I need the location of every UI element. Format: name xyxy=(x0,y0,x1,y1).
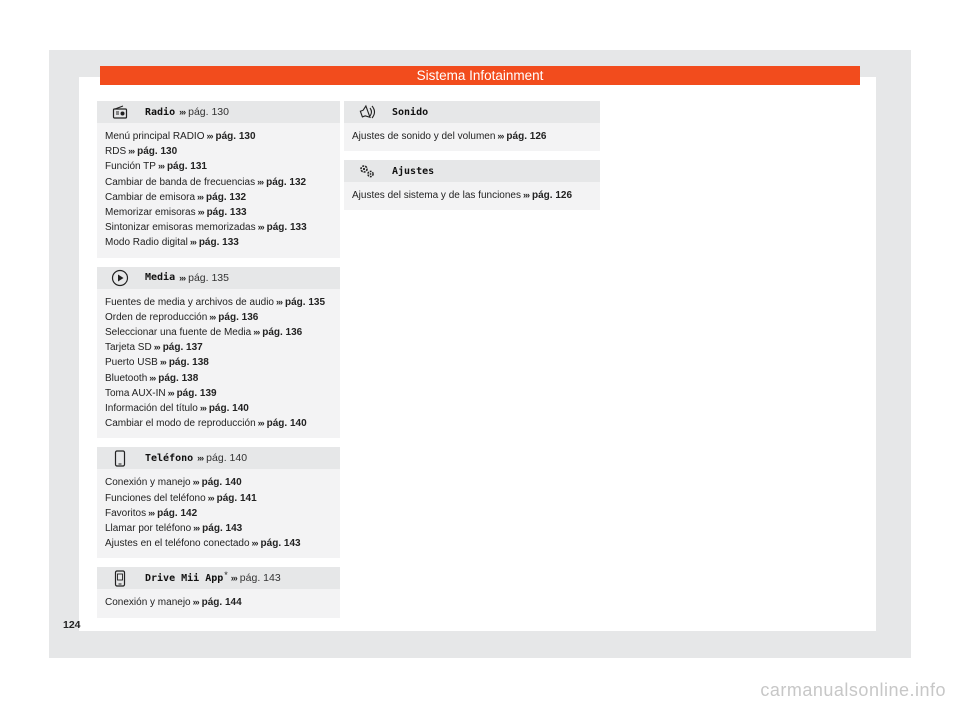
arrows-glyph: ››› xyxy=(128,146,135,157)
section-title: Teléfono xyxy=(145,452,194,464)
page-reference-link[interactable]: pág. 133 xyxy=(266,222,307,234)
page-reference-link[interactable]: pág. 137 xyxy=(162,342,203,354)
page-reference-link[interactable]: pág. 144 xyxy=(201,597,242,609)
page-reference-link[interactable]: pág. 135 xyxy=(188,271,229,284)
left-column xyxy=(97,101,340,627)
section-body xyxy=(344,182,600,210)
page-reference-link[interactable]: pág. 135 xyxy=(285,296,326,308)
list-item xyxy=(105,159,332,174)
arrows-glyph: ››› xyxy=(189,237,196,248)
phone-icon xyxy=(111,449,129,467)
list-item xyxy=(105,475,332,490)
page-reference-link[interactable]: pág. 136 xyxy=(262,327,303,339)
arrows-glyph: ››› xyxy=(230,573,237,584)
entry-label: Conexión y manejo xyxy=(105,477,191,489)
arrows-glyph: ››› xyxy=(157,161,164,172)
arrows-glyph: ››› xyxy=(257,222,264,233)
arrows-glyph: ››› xyxy=(192,477,199,488)
page-reference-link[interactable]: pág. 130 xyxy=(215,131,256,142)
entry-label: Información del título xyxy=(105,403,198,415)
section-header xyxy=(97,267,340,289)
arrows-glyph: ››› xyxy=(179,107,186,117)
list-item xyxy=(352,129,592,144)
section-header xyxy=(344,101,600,123)
list-item xyxy=(105,491,332,506)
list-item xyxy=(105,325,332,340)
page-reference-link[interactable]: pág. 133 xyxy=(198,237,239,249)
arrows-glyph: ››› xyxy=(192,597,199,608)
arrows-glyph: ››› xyxy=(197,207,204,218)
arrows-glyph: ››› xyxy=(207,492,214,503)
list-item xyxy=(105,521,332,536)
section-body xyxy=(97,589,340,617)
page-reference-link[interactable]: pág. 142 xyxy=(157,507,198,519)
arrows-glyph: ››› xyxy=(199,403,206,414)
entry-label: Ajustes del sistema y de las funciones xyxy=(352,190,521,202)
entry-label: Menú principal RADIO xyxy=(105,131,205,142)
arrows-glyph: ››› xyxy=(149,372,156,383)
page-reference-link[interactable]: pág. 126 xyxy=(531,190,573,202)
arrows-glyph: ››› xyxy=(522,190,529,201)
entry-label: Fuentes de media y archivos de audio xyxy=(105,296,274,308)
entry-label: Orden de reproducción xyxy=(105,311,208,323)
arrows-glyph: ››› xyxy=(276,296,282,307)
section-header xyxy=(97,447,340,469)
list-item xyxy=(105,235,332,250)
drive-mii-icon xyxy=(111,569,129,587)
arrows-glyph: ››› xyxy=(257,418,264,429)
page-reference-link[interactable]: pág. 133 xyxy=(206,207,247,219)
entry-label: Ajustes de sonido y del volumen xyxy=(352,131,496,142)
list-item xyxy=(105,340,332,355)
list-item xyxy=(105,220,332,235)
section-title: Sonido xyxy=(392,106,429,118)
section-radio xyxy=(97,101,340,258)
entry-label: Seleccionar una fuente de Media xyxy=(105,327,252,339)
page-reference-link[interactable]: pág. 140 xyxy=(208,403,249,415)
list-item xyxy=(105,416,332,431)
list-item xyxy=(105,536,332,551)
arrows-glyph: ››› xyxy=(251,538,258,549)
entry-label: Cambiar de emisora xyxy=(105,191,196,203)
page-reference-link[interactable]: pág. 132 xyxy=(266,176,307,188)
list-item xyxy=(105,295,332,310)
entry-label: RDS xyxy=(105,146,127,158)
section-tel-fono xyxy=(97,447,340,558)
arrows-glyph: ››› xyxy=(197,191,204,202)
list-item xyxy=(105,190,332,205)
arrows-glyph: ››› xyxy=(153,342,160,353)
section-sonido xyxy=(344,101,600,151)
page-reference-link[interactable]: pág. 132 xyxy=(206,191,247,203)
arrows-glyph: ››› xyxy=(179,272,186,283)
chapter-title: Sistema Infotainment xyxy=(100,66,860,85)
watermark-text: carmanualsonline.info xyxy=(760,680,946,700)
entry-label: Toma AUX-IN xyxy=(105,387,166,399)
settings-gears-icon xyxy=(358,162,376,180)
section-title: Radio xyxy=(145,106,176,118)
section-body xyxy=(97,469,340,558)
entry-label: Funciones del teléfono xyxy=(105,492,206,504)
arrows-glyph: ››› xyxy=(167,387,174,398)
right-column xyxy=(344,101,600,219)
page-reference-link[interactable]: pág. 139 xyxy=(176,387,217,399)
page-reference-link[interactable]: pág. 140 xyxy=(266,418,307,430)
page-reference-link[interactable]: pág. 130 xyxy=(137,146,178,158)
list-item xyxy=(105,371,332,386)
page-reference-link[interactable]: pág. 143 xyxy=(202,523,243,535)
page-reference-link[interactable]: pág. 126 xyxy=(506,131,547,142)
page-reference-link[interactable]: pág. 130 xyxy=(188,106,229,118)
section-title: Ajustes xyxy=(392,165,435,177)
arrows-glyph: ››› xyxy=(197,453,204,464)
footnote-mark: * xyxy=(224,570,228,581)
entry-label: Conexión y manejo xyxy=(105,597,191,609)
list-item xyxy=(105,386,332,401)
entry-label: Favoritos xyxy=(105,507,147,519)
list-item xyxy=(105,129,332,144)
entry-label: Sintonizar emisoras memorizadas xyxy=(105,222,256,234)
arrows-glyph: ››› xyxy=(148,507,155,518)
page-number: 124 xyxy=(63,619,81,631)
arrows-glyph: ››› xyxy=(257,176,264,187)
entry-label: Cambiar el modo de reproducción xyxy=(105,418,256,430)
page-reference-link[interactable]: pág. 131 xyxy=(166,161,207,173)
section-header xyxy=(344,160,600,182)
arrows-glyph: ››› xyxy=(193,523,200,534)
section-title: Media xyxy=(145,272,176,284)
entry-label: Función TP xyxy=(105,161,156,173)
list-item xyxy=(105,355,332,370)
page-reference-link[interactable]: pág. 138 xyxy=(158,372,199,384)
list-item xyxy=(105,144,332,159)
page-reference-link[interactable]: pág. 143 xyxy=(239,572,281,585)
list-item xyxy=(105,401,332,416)
section-body xyxy=(97,123,340,258)
section-body xyxy=(344,123,600,151)
list-item xyxy=(105,205,332,220)
section-media xyxy=(97,267,340,439)
section-ajustes xyxy=(344,160,600,210)
page-reference-link[interactable]: pág. 141 xyxy=(216,492,257,504)
page-reference-link[interactable]: pág. 138 xyxy=(168,357,209,369)
arrows-glyph: ››› xyxy=(497,131,504,141)
arrows-glyph: ››› xyxy=(159,357,166,368)
section-title: Drive Mii App xyxy=(145,572,224,584)
entry-label: Memorizar emisoras xyxy=(105,207,196,219)
list-item xyxy=(105,310,332,325)
entry-label: Bluetooth xyxy=(105,372,148,384)
page-reference-link[interactable]: pág. 136 xyxy=(218,311,259,323)
entry-label: Ajustes en el teléfono conectado xyxy=(105,538,250,550)
arrows-glyph: ››› xyxy=(206,131,213,141)
section-header xyxy=(97,101,340,123)
section-drive-mii-app xyxy=(97,567,340,617)
play-icon xyxy=(111,269,129,287)
page-reference-link[interactable]: pág. 140 xyxy=(201,477,242,489)
page-reference-link[interactable]: pág. 143 xyxy=(260,538,301,550)
list-item xyxy=(352,188,592,203)
list-item xyxy=(105,506,332,521)
list-item xyxy=(105,595,332,610)
entry-label: Tarjeta SD xyxy=(105,342,152,354)
section-header xyxy=(97,567,340,589)
section-body xyxy=(97,289,340,439)
entry-label: Llamar por teléfono xyxy=(105,523,192,535)
entry-label: Puerto USB xyxy=(105,357,158,369)
entry-label: Modo Radio digital xyxy=(105,237,188,249)
sound-icon xyxy=(358,103,376,121)
arrows-glyph: ››› xyxy=(253,327,260,338)
arrows-glyph: ››› xyxy=(209,311,216,322)
radio-icon xyxy=(111,103,129,121)
page-reference-link[interactable]: pág. 140 xyxy=(206,452,248,465)
list-item xyxy=(105,175,332,190)
entry-label: Cambiar de banda de frecuencias xyxy=(105,176,256,188)
